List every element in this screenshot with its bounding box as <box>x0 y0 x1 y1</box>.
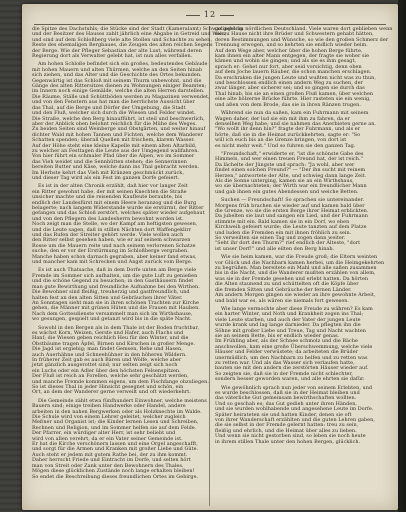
text-line: aber der Anblick oben belohnt reichlich für die Mühe des Weges. <box>32 120 197 127</box>
text-line: den Ritter selbst gesehen haben, wie er auf seinem schwarzen <box>32 237 191 244</box>
text-line: Wie lange vermochte aber diese Freude zu währen? Es kam <box>221 305 373 312</box>
text-line: und von den Fenstern aus hat man die herrlichste Aussicht über <box>32 99 195 106</box>
text-line: zu begrüßen. Man bereitete ein Mahl und alle saßen zusammen <box>215 265 377 272</box>
text-line: bereiten Butter und Käse, welche dann ins Thal gebracht werden. <box>32 164 200 171</box>
text-line: So ist dieses Thal in jeder Hinsicht gesegnet und schön, ein <box>32 384 184 390</box>
text-line: und sie wurden wohlhabende und angesehene Leute im Dorfe. <box>215 406 374 413</box>
text-line: findet einen solchen Freund?" — "Der ihn sucht mit reinem <box>215 167 366 174</box>
text-line: Da lächelte der Jüngste und sprach: "Ja wohl, aber wer <box>215 161 355 168</box>
text-line: Himmels, und wer einen treuen Freund hat, der ist reich." <box>215 156 363 163</box>
text-line: Von hier führt ein schmaler Pfad über die Alpen, wo im Sommer <box>32 153 195 160</box>
text-line: Bauern sind; einige treiben Handwerke oder Handel, andere <box>32 403 186 410</box>
text-line: Als die Sonne unterging, kamen sie an ein Wirthshaus, <box>215 177 354 184</box>
text-line: Regierung dort als Verwalter gelebt hat, ist nun alles verfallen. <box>32 53 193 60</box>
text-line: das väterliche Gut gemeinsam bewirthschaften wollten. <box>215 395 357 402</box>
text-line: unermüdlich, um den Nachbarn zu helfen und zu retten was <box>215 354 368 361</box>
text-line: und gab ihnen ein gutes Abendessen und weiche Betten. <box>215 188 359 195</box>
text-line: Auf der Höhe steht eine kleine Kapelle mit einem alten Altarbild, <box>32 142 197 149</box>
text-line: wo gesungen, gespielt und getanzt wird bis in die späte Nacht. <box>32 316 192 323</box>
text-line: bauten sie mit den andern die zerstörten Häuser wieder auf. <box>215 365 369 372</box>
header-dash-right <box>220 15 234 16</box>
text-line: suche, den er vor der Erstürmung im Schloßberge vergraben. <box>32 248 189 255</box>
text-line: kam ihnen ein alter Mann entgegen, der fragte sie woher sie <box>215 53 370 60</box>
text-line: Rosse um die Mauern reite und nach seinem verlorenen Schatze <box>32 242 196 249</box>
text-line: gelinget im nördlichen Deutschland. Viele waren dort geblieben wenn <box>215 26 393 32</box>
text-line: Die Schule wird von einem Lehrer geleitet, welcher zugleich <box>32 414 186 421</box>
text-line: Meßner und Organist ist; die Kinder lernen Lesen und Schreiben, <box>32 419 199 426</box>
book-page <box>22 4 398 510</box>
text-line: Es ist in der alten Chronik erzählt, daß hier vor langer Zeit <box>38 183 188 190</box>
text-line: wurde krank und lag lange darnieder. Da pflegten ihn die <box>215 322 361 329</box>
text-line: und manche Fremde kommen eigens, um dem Fischfange obzuliegen. <box>32 378 209 385</box>
text-line: Und wenn sie nicht gestorben sind, so leben sie noch heute <box>215 433 366 440</box>
text-line: Da jubelten sie laut und sangen ein Lied, und der Fuhrmann <box>215 213 368 220</box>
text-line: eine alte hölzerne Brücke führte. Hier rasteten sie ein wenig, <box>215 96 371 103</box>
text-line: So zeigten sie, daß sie in der Fremde nicht schlechter, <box>215 370 353 377</box>
text-line: und bald war es, als wären sie niemals fort gewesen. <box>215 297 350 304</box>
text-line: und die schöne Gegend zu besuchen; in den Gasthäusern findet <box>32 278 194 285</box>
text-line: sie an seinem Bette, bis er endlich wieder genas. <box>215 332 340 339</box>
text-line: belagerte; nach langem Widerstande wurde sie erstürmt, der Ritter <box>32 205 204 211</box>
text-line: Auf dem Wege aber, welcher über die hohen Berge führte, <box>215 47 363 54</box>
page-number: 12 <box>203 10 217 19</box>
text-line: Thal hinab, bis sie an einen großen Fluß kamen, über welchen <box>215 90 374 97</box>
text-line: Wagen daher, der lud sie ein mit ihm zu fahren, da er <box>215 115 351 122</box>
text-line: Daher herrscht Friede und Eintracht im Dorfe, und selten hört <box>32 457 191 464</box>
text-line: Gegenwärtig ist das Schloß mit seinem Thurm unbewohnt, und die <box>32 77 202 84</box>
text-line: zwar länger, aber sicherer sei; und so gingen sie durch das <box>215 85 365 92</box>
text-line: auf dem Joche lauern Räuber, die schon manchen erschlagen. <box>215 69 372 76</box>
text-line: Häuser und Felder verwüstete; da arbeiteten die Brüder <box>215 349 359 356</box>
text-line: An Sonntagen sieht man sie in ihren schönen Trachten zur Kirche <box>32 299 199 306</box>
text-line: von ihrer Wanderschaft erzählten und die guten Lehren gaben, <box>215 417 375 424</box>
text-line: man gute Bewirthung und freundliche Aufnahme bei den Wirthen. <box>32 283 200 290</box>
page-header <box>22 10 398 19</box>
text-line: zu welcher an Festtagen die Leute aus der Umgegend wallfahren. <box>32 147 200 154</box>
text-line: Und so geschah es; das Gut gedieh unter ihren Händen, <box>215 400 358 407</box>
text-line: dichter Wald mit hohen Tannen und Fichten, welche dem Wanderer <box>32 131 203 138</box>
text-line: Rechnen und Religion, und im Sommer helfen sie auf dem Felde. <box>32 424 197 431</box>
text-line: Auch steht er jedem mit gutem Rathe bei, der zu ihm kommt. <box>32 451 188 458</box>
text-line: und mancher kam mit Schrecken und Angst zurück vom Berge. <box>32 259 193 266</box>
text-line: und von den Pflegern des Landesherrn bewohnt worden ist. <box>32 215 184 222</box>
text-line: Im Frühling aber, als der Schnee schmolz und die Bäche <box>215 338 358 345</box>
text-line: Zu beiden Seiten sind Weinberge und Obstgärten, und weiter hinauf <box>32 126 206 133</box>
text-line: Da erschraken die jungen Leute und wußten nicht was zu thun, <box>215 74 376 81</box>
text-line: und den Fluß, welcher sich durch die Wiesen und Felder windet. <box>32 110 196 117</box>
text-line: sondern besser geworden waren, und alle ehrten sie dafür. <box>215 376 365 383</box>
text-line: Suchen — Freundschaft! So sprachen sie untereinander. <box>221 197 365 204</box>
text-line: man von Streit oder Zank unter den Bewohnern des Thales. <box>32 462 184 469</box>
text-line: Morgens früh brachen sie wieder auf und kamen bald über <box>215 202 365 209</box>
text-line: was sie in der Fremde gesehen und erlebt hatten. Da hörten <box>215 275 369 282</box>
text-line: und aßen von dem Brode, das sie in ihren Ränzen trugen. <box>215 101 361 108</box>
text-line: und dieser Tag wird als ein Fest im ganzen Dorfe gefeiert. <box>32 174 180 181</box>
text-line: Ort, an dem der Wanderer gerne verweilt und oft wiederkehrt. <box>32 389 191 396</box>
book-spine <box>0 0 22 512</box>
text-line: "Wo wollt ihr denn hin?" fragte der Fuhrmann, und als er <box>215 126 361 133</box>
left-column <box>32 26 243 505</box>
text-line: So endet die Beschreibung dieses freundlichen Ortes im Gebirge. <box>32 473 199 480</box>
text-line: das Thal, auf die Berge und Dörfer der Umgebung, die Stadt <box>32 104 186 111</box>
text-line: wo sie übernachteten; der Wirth war ein freundlicher Mann <box>215 183 367 190</box>
text-line: und die Leute sagen, daß in stillen Nächten dort Waffengeklirr <box>32 226 192 233</box>
text-line: stimmte mit ein. Bald kamen sie in ein Dorf, wo eben <box>215 218 350 225</box>
text-line: und luden die Fremden ein mit ihnen fröhlich zu sein. <box>215 229 352 236</box>
text-line: wird von allen verehrt, da er ein Vater seiner Gemeinde ist. <box>32 435 183 442</box>
text-line: anschwollen, kam eine große Überschwemmung, welche viele <box>215 343 373 350</box>
text-line: es wurde beschlossen, daß sie in der Heimat bleiben und <box>215 390 360 396</box>
text-line: halten fest an den alten Sitten und Gebräuchen ihrer Väter. <box>32 294 183 301</box>
text-line: jetzt gänzlich ausgerottet sind; nur selten zeigt sich noch <box>32 362 178 369</box>
text-line: im Innern noch einige Gemälde, welche die alten Herren darstellen. <box>32 88 205 95</box>
text-line: Mögen diese glücklichen Zustände noch lange erhalten bleiben! <box>32 468 195 475</box>
text-line: ein Ritter gewohnt habe, der mit seinen Knechten die Straße <box>32 188 187 195</box>
text-line: das Vieh weidet und die Sennhütten stehen; die Sennerinnen <box>32 158 187 165</box>
text-line: die Spitze des Dachstuhls; die Stücke sind der Stadt (Kameralamt) Schwaz gehörig <box>32 26 243 32</box>
text-line: Im Herbste kehrt das Vieh mit Kränzen geschmückt zurück, <box>32 169 184 176</box>
text-line: In früherer Zeit gab es auch Bären und Wölfe, welche aber <box>32 356 182 363</box>
text-line: will ich euch bis an die Grenze bringen, von dort ist <box>215 137 347 144</box>
text-line: So verweilten sie einen Tag und zogen dann weiter. <box>215 235 346 242</box>
text-line: Herzen," antwortete der Alte, und schwieg dann lange Zeit. <box>215 172 367 179</box>
text-line: vor Glück und die Nachbarn kamen herbei, um die Heimgekehrten <box>215 259 385 266</box>
text-line: Reste des ehemaligen Bergbaues, die Zeugen des alten reichen Segens <box>32 42 213 49</box>
text-line: und beschlossen endlich einen andern Weg zu suchen, der <box>215 80 363 87</box>
text-line: Trennung erwogen, und so kehrten sie endlich wieder heim. <box>215 42 368 49</box>
text-line: sprach er: Gehet nur fort, aber seid vorsichtig, denn oben <box>215 63 362 70</box>
text-line: ein harter Winter, und Noth und Krankheit zogen ins Thal; <box>215 311 364 318</box>
text-line: Am hohen Schloße befindet sich ein großes, bedeutendes Gebäude <box>38 61 208 68</box>
text-line: Hanf; die Wiesen geben reichlich Heu für den Winter, und die <box>32 335 189 342</box>
text-line: die Alten staunend zu und schüttelten oft die Köpfe über <box>215 281 359 288</box>
text-line: mit hohen Mauern und alten Thürmen, welche an den Seiten hinab <box>32 66 203 73</box>
text-line: die sie selbst in der Fremde gelernt hatten: treu zu sein, <box>215 422 359 429</box>
text-line: Manche haben schon darnach gegraben, aber keiner fand etwas, <box>32 253 197 260</box>
text-line: die Grenze, wo sie die ersten Berge ihrer Heimat erblickten. <box>215 208 369 214</box>
text-line: fleißig und ehrlich, und die Heimat über alles zu lieben. <box>215 427 357 434</box>
text-line: es nicht mehr weit." Und so fuhren sie den ganzen Tag. <box>215 142 356 149</box>
text-line: auch Auerhähne und Schneehühner in den höheren Wäldern. <box>32 351 187 358</box>
text-line: deren Bestimmungen und Wünsche, so wie den großen Schmerz der <box>215 36 389 43</box>
text-line: zu retten war. Und als das Wasser sich verlaufen hatte, <box>215 359 355 366</box>
text-line: es wächst Korn, Weizen, Gerste und Hafer, auch Flachs und <box>32 329 184 336</box>
text-line: Er hat die Kirche verschönern lassen und eine Orgel angeschafft, <box>32 441 198 448</box>
right-column <box>215 26 393 505</box>
text-line: "Freundschaft," erwiderte er, "ist die schönste Gabe des <box>221 150 364 157</box>
text-line: Noch zeigt man die Stelle, wo der Kampf am heftigsten gewesen, <box>32 221 198 228</box>
text-line: ist unser Dorf!" und alle eilten den Berg hinab. <box>215 245 335 252</box>
text-line: gefangen und das Schloß zerstört, welches später wieder aufgebaut <box>32 210 205 217</box>
text-line: viele Leute starben, und auch der Vater der jungen Leute <box>215 316 361 323</box>
text-line: Die Jagd ist ergiebig; man findet Gemsen, Rehe und Hasen, <box>32 346 183 353</box>
page-edge-shadow <box>398 0 406 512</box>
text-line: Kirchweih gefeiert wurde; die Leute tanzten auf dem Platze <box>215 224 367 231</box>
text-line: Die Bewohner sind fleißig, treuherzig und gastfreundlich, und <box>32 289 190 296</box>
text-line: Schatten spenden; überall Quellen mit frischem, klarem Wasser. <box>32 137 195 144</box>
text-line: Es ist auch Thatsache, daß in dem Dorfe unten am Berge viele <box>38 267 197 274</box>
text-line: Die Räume, Ställe und Schüttböden werden zu Magazinen verwendet, <box>32 93 210 100</box>
text-line: sich ziehen, und das Alter und die Geschichte des Ortes bekunden. <box>32 72 202 79</box>
header-dash-left <box>186 15 200 16</box>
text-line: Wie gewöhnlich sprach nun jeder von seinem Erlebten, und <box>221 384 373 391</box>
text-line: gehen, die Männer mit grünen Hüten und die Frauen mit Hauben. <box>32 305 200 312</box>
text-line: Die Gemeinde zählt etwa fünfhundert Einwohner, welche meistens <box>38 397 207 404</box>
header-rule <box>34 24 386 25</box>
text-line: und sorgt für die Armen und Kranken mit großer Liebe und Güte. <box>32 446 199 453</box>
text-line: Wie sie heim kamen, war die Freude groß; die Eltern weinten <box>221 254 378 261</box>
text-line: bis in die Nacht, und die Wanderer mußten erzählen von allem, <box>215 270 376 277</box>
text-line: und der Besitzer des Hauses zahlt jährlich eine Abgabe in Getreid und Wein; <box>32 31 227 38</box>
text-line: und sind auf dem Schloßberg viele alte Stollen und Schachte zu sehen, <box>32 36 213 43</box>
text-line: Der Pfarrer, ein würdiger alter Herr, ist sehr beliebt und <box>32 430 176 437</box>
text-line: Fremde im Sommer sich aufhalten, um die gute Luft zu genießen <box>32 272 198 279</box>
text-line: Der Fluß ist reich an Forellen, welche sehr geschätzt werden, <box>32 373 189 380</box>
text-line: Die Straße, welche den Berg hinaufführt, ist steil und beschwerlich, <box>32 115 205 122</box>
text-line: und das Rufen der Streiter gehört werde. Viele wollen auch <box>32 232 184 239</box>
text-line: Söhne mit großer Liebe und Treue, Tag und Nacht wachten <box>215 327 366 334</box>
text-line: Nach dem Gottesdienste versammelt man sich im Wirthshause, <box>32 310 193 317</box>
text-line: in ihrem stillen Thale unter den hohen Bergen, glücklich. <box>215 438 361 445</box>
text-line: Gänge des alten Rittersitzes dienen zu Wohnungen einiger Beamten; <box>32 83 207 90</box>
text-line: arbeiten in den nahen Bergwerken oder als Holzknechte im Walde. <box>32 408 202 415</box>
text-line: Am andern Morgen gingen sie wieder an ihre gewohnte Arbeit, <box>215 292 376 299</box>
text-line: die fremden Sitten und Gebräuche der fernen Länder. <box>215 286 352 293</box>
text-line: der Berge. Wie der Pfleger Sebastian der alte Lust, während deren <box>32 47 202 54</box>
text-line: unsicher machte und die reisenden Kaufleute beraubte, bis <box>32 194 183 201</box>
text-line: denselben Weg habe; und sie nahmen das Anerbieten gerne an. <box>215 120 377 127</box>
text-line: Sowohl in den Bergen als in dem Thale ist der Boden fruchtbar, <box>38 324 200 331</box>
text-line: Obstbäume tragen Äpfel, Birnen und Kirschen in großer Menge. <box>32 340 196 347</box>
text-line: hörte, daß sie in die Heimat zurückkehrten, sagte er: "So <box>215 131 361 138</box>
text-line: kämen und wohin sie gingen; und als sie es ihm gesagt, <box>215 58 357 65</box>
text-line: ein Luchs oder ein Adler über den höchsten Felsenspitzen. <box>32 367 181 374</box>
text-line: "Seht ihr dort den Thurm?" rief endlich der Älteste, "dort <box>215 240 361 247</box>
text-line: sie zu Hause nicht ihre Brüder und Schwestern gehabt hätten, <box>215 31 374 38</box>
text-line: Später heirateten sie und hatten Kinder, denen sie oft <box>215 411 352 418</box>
text-line: Während sie nun da saßen, kam ein Fuhrmann mit seinem <box>221 110 369 117</box>
text-line: endlich der Landesfürst mit einem Heere heranzog und die Burg <box>32 199 197 206</box>
